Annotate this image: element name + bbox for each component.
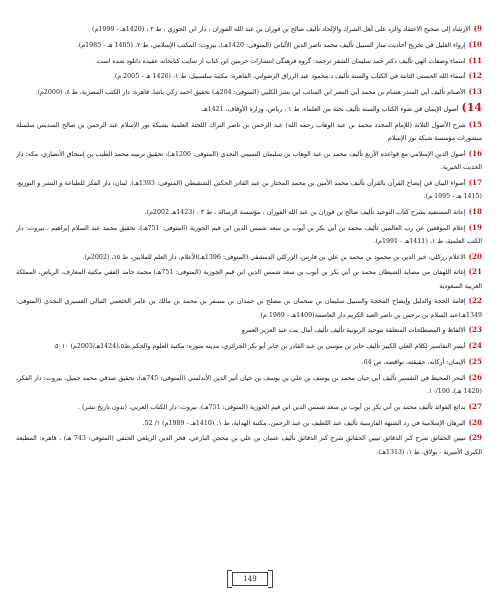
reference-text: إعانة المستفيد بشرح كتاب التوحيد تأليف صالح بن فوزان بن عبد الله الفوزان ، مؤسسة الرسالة ، ط ٣ ، (1423هـ 2002م).	[144, 208, 466, 216]
reference-number: 28)	[468, 417, 482, 427]
reference-text: إعلام الموقعين عن رب العالمين تأليف محمد بن أبي بكر بن أيوب بن سعد شمس الدين ابن قيم الجوزية (المتوفى: 751هـ)، تحقيق محمد عبد السلام إبراهيم ، بيروت: دار الكتب العلمية، ط ١، (1411هـ - 1991م).	[16, 224, 482, 245]
reference-number: 16)	[468, 148, 482, 158]
reference-entry	[16, 205, 482, 219]
reference-text: شرح الأصول الثلاثة (للإمام المجدد محمد بن عبد الوهاب رحمه الله) عبد الرحمن بن ناصر البراك اللجنة العلمية بشبكة نور الإسلام عبد الرحمن بن صالح السديس سلسلة منشورات مؤسسة شبكة نور الإسلام	[16, 121, 482, 142]
reference-entry	[16, 38, 482, 52]
reference-number: 17)	[468, 177, 483, 187]
reference-number: 11)	[468, 55, 482, 65]
reference-text: الأصنام تأليف أبي المنذر هشام بن محمد أبي النضر ابن السائب ابن بشر الكلبي (المتوفى: 204هـ) تحقيق احمد زكي باشا، قاهرة: دار الكتب المصرية، ط ٤، (2000م).	[35, 89, 466, 97]
reference-text: الالفاظ و المصطلحات المتعلقة بتوحيد الربوبية تأليف تأليف آمال بنت عبد العزيز العمرو	[241, 327, 466, 335]
reference-entry	[16, 355, 482, 369]
reference-text: تبيين الحقائق شرح كنز الدقائق تبيين الحقائق شرح كنز الدقائق تأليف عثمان بن علي بن محجن البارعي، فخر الدين الزيلعي الحنفي (المتوفى: 743 هـ) ، قاهره: المطبعة الكبرى الأميرية - بولاق، ط ١، (1313هـ).	[16, 435, 482, 456]
reference-number: 22)	[468, 296, 482, 306]
reference-entry	[16, 400, 482, 414]
reference-text: إقامة الحجة والدليل وإيضاح المحجة والسبيل سليمان بن سحمان بن مصلح بن حمدان بن مسفر بن محمد بن مالك بن عامر الخثعمي التبالي العسيري النجدي (المتوفى: 1349هـ)عبد السلام بن برجس بن ناصر العبد الكريم دار العاصمة(1409هـ - 1989 م)	[16, 298, 482, 319]
reference-entry	[16, 69, 482, 83]
reference-entry	[16, 147, 482, 174]
reference-entry	[16, 85, 482, 99]
reference-entry	[16, 323, 482, 337]
reference-entry	[16, 265, 482, 292]
page-footer	[0, 566, 500, 586]
reference-number: 9)	[473, 24, 482, 33]
reference-text: البحر المحيط في التفسير تأليف أبي حيان محمد بن يوسف بن علي بن يوسف بن حيان أثير الدين الأندلسي (المتوفى: 745هـ)، تحقيق صدقي محمد جميل، بيروت: دار الفكر، (1420 هـ)، ١٠/190.	[16, 374, 482, 395]
reference-entry	[16, 54, 482, 68]
reference-entry	[16, 22, 482, 36]
reference-number: 13)	[468, 87, 482, 97]
reference-text: أصول الإيمان في ضوء الكتاب والسنة تأليف نخبة من العلماء، ط ١ ، رياض، وزارة الأوقاف، 1421هـ.	[200, 105, 459, 113]
reference-text: أضواء البيان في إيضاح القرآن بالقرآن تأليف محمد الأمين بن محمد المختار بن عبد القادر الجكني الشنقيطي (المتوفى: 1393هـ). لبنان: دار الفكر للطباعة و النشر و التوزيع، (1415 هـ - 1995 م).	[16, 179, 482, 200]
reference-entry	[16, 221, 482, 248]
reference-text: إغاثة اللهفان من مصايد الشيطان محمد بن أبي بكر بن أيوب بن سعد شمس الدين ابن قيم الجوزية (المتوفى: 751هـ) محمد حامد الفقي مكتبة المعارف، الرياض، المملكة العربية السعودية	[16, 269, 482, 290]
reference-entry	[16, 294, 482, 321]
reference-text: أصول الدين الإسلامي مع قواعده الأربع تأليف محمد بن عبد الوهاب بن سليمان التميمي النجدي (المتوفى: 1206هـ)، تحقيق ترتيبه محمد الطيب بن إسحاق الأنصاري، مكه: دار الحديث الخيرية.	[16, 150, 482, 171]
reference-text: بدائع الفوائد تأليف محمد بن أبي بكر بن أيوب بن سعد شمس الدين ابن قيم الجوزية (المتوفى: 751هـ)، بيروت: دار الكتاب العربي، (بدون تاريخ نشر) .	[77, 403, 466, 411]
reference-text: الإرشاد إلى صحيح الاعتقاد والرد على أهل الشرك والإلحاد تأليف صالح بن فوزان بن عبد الله الفوزان ، دار ابن الجوزي ، ط ٢ ، (1420هـ - 1999م) .	[88, 26, 471, 33]
reference-entry	[16, 250, 482, 264]
reference-number: 12)	[468, 71, 482, 81]
reference-entry	[16, 431, 482, 458]
reference-text: أيسر التفاسير لكلام العلي الكبير تأليف جابر بن موسى بن عبد القادر بن جابر أبو بكر الجزائري، مدينه منوره: مكتبة العلوم والحكم،ط٥،(1424هـ/2003م) ٥٠١٠.	[52, 343, 466, 351]
reference-entry	[16, 339, 482, 353]
reference-number: 19)	[468, 222, 482, 232]
reference-entry	[16, 371, 482, 398]
reference-text: إرواء الغليل في تخريج أحاديث منار السبيل تأليف محمد ناصر الدين الألباني (المتوفى: 1420هـ)، بيروت: المكتب الإسلامي، ط ٢، (1405 هـ - 1985م).	[76, 41, 466, 49]
reference-number: 14)	[461, 100, 482, 114]
reference-text: الاعلام زركلي، خير الدين بن محمود بن محمد بن علي بن فارس، الزركلي الدمشقي (المتوفى: 1396هـ)الأعلام، دار العلم للملايين، ط ١٥، (2002م).	[82, 253, 466, 261]
reference-number: 10)	[468, 39, 482, 49]
reference-entry	[16, 416, 482, 430]
reference-number: 26)	[468, 372, 482, 382]
reference-number: 21)	[468, 267, 483, 277]
bibliography-list	[16, 22, 482, 459]
reference-text: أسماء الله الحسنى الثابتة في الكتاب والسنة تأليف د.محمود عبد الرزاق الرضواني، القاهرة: مكتبة سلسبيل، ط ١، (1426 هـ - 2005 م).	[112, 73, 466, 81]
reference-entry	[16, 176, 482, 203]
reference-text: البرهان الإسلامية في رد الشبهة الفارسية تأليف عبد اللطيف بن عبد الرحمن، مكتبة الهداية، ط ١، (1410هـ - 1989م) ١/ 52.	[142, 419, 466, 427]
reference-number: 18)	[468, 206, 482, 216]
page-number: 149	[232, 572, 267, 586]
reference-number: 20)	[468, 251, 482, 261]
reference-number: 29)	[468, 433, 482, 443]
reference-number: 23)	[468, 325, 482, 335]
reference-entry	[16, 101, 482, 116]
reference-number: 24)	[468, 341, 482, 351]
reference-number: 25)	[468, 356, 482, 366]
reference-text: الإيمان: أركانه، حقيقته، نواقضه، ص 64.	[361, 358, 466, 366]
reference-number: 27)	[468, 401, 482, 411]
reference-entry	[16, 118, 482, 145]
reference-text: اسماء وصفات الهي تأليف دكتر حمد سليمان الشقر ترجمه: گروه فرهنگی انتشارات حرمين اين كتاب از سايت كتابخانه عقيده دانلود شده است.	[95, 57, 466, 65]
reference-number: 15)	[468, 119, 482, 129]
